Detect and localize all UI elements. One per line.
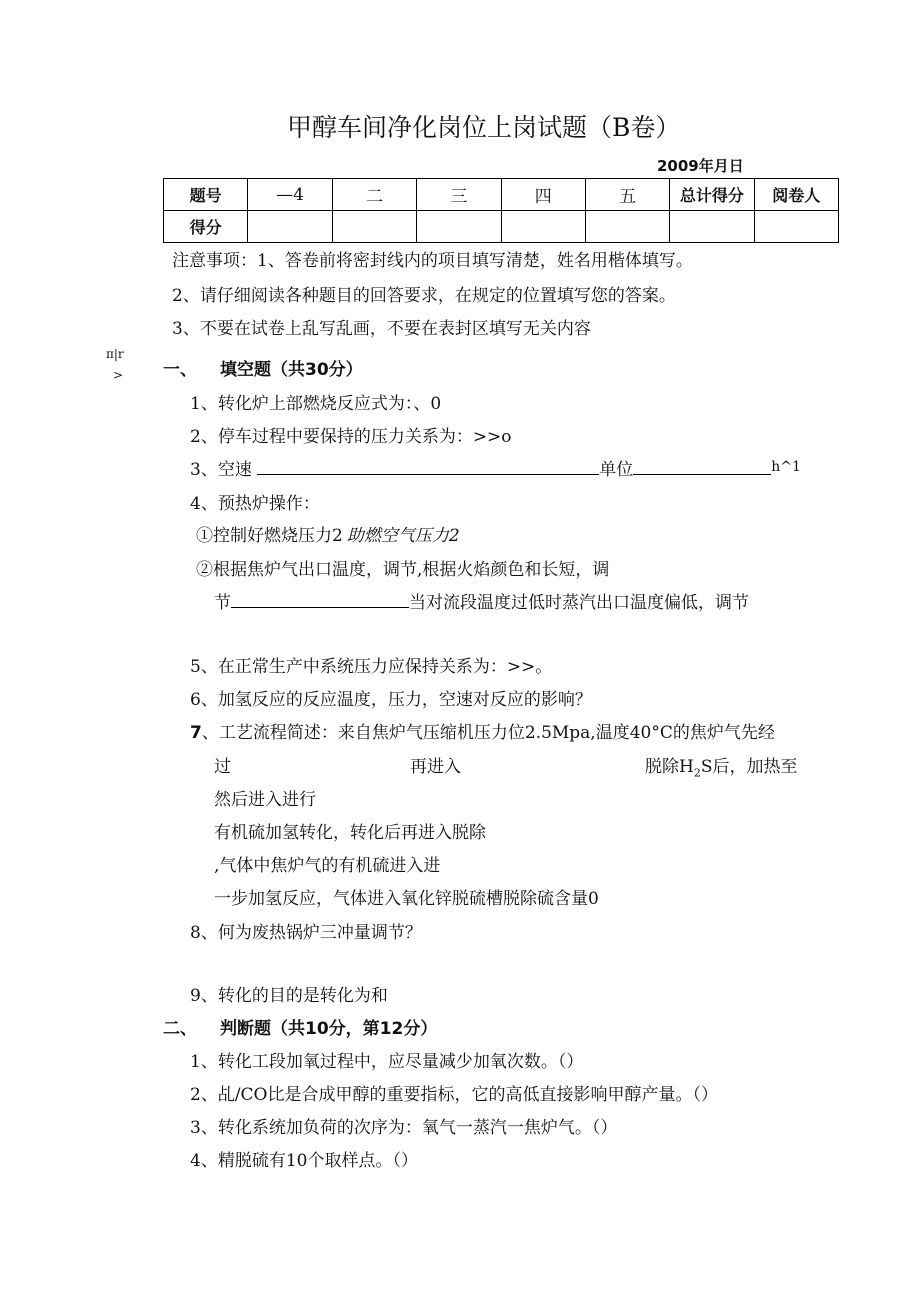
section2-heading: 判断题（共10分，第12分）	[220, 1019, 438, 1039]
question-9: 9、转化的目的是转化为和	[190, 986, 388, 1006]
note-1: 注意事项：1、答卷前将密封线内的项目填写清楚，姓名用楷体填写。	[172, 251, 693, 271]
question-3-unit-label: 单位	[599, 460, 634, 480]
question-7-line-3: 然后进入进行	[214, 790, 316, 810]
question-6: 6、加氢反应的反应温度，压力，空速对反应的影响？	[190, 690, 592, 710]
score-table-row	[164, 211, 839, 243]
score-cell[interactable]	[332, 211, 416, 243]
section1-number: 一、	[163, 360, 197, 380]
note-3: 3、不要在试卷上乱写乱画，不要在表封区填写无关内容	[172, 319, 591, 339]
score-table	[163, 178, 839, 243]
question-7-line-2a: 过	[214, 757, 231, 777]
score-table-header-row	[164, 179, 839, 211]
judgement-item-1: 1、转化工段加氧过程中，应尽量减少加氧次数。（）	[190, 1052, 584, 1072]
score-header-cell: 阅卷人	[754, 179, 838, 211]
question-7-line-5: ,气体中焦炉气的有机硫进入进	[214, 856, 441, 876]
exam-date: 2009年月日	[657, 157, 744, 175]
section2-number: 二、	[163, 1019, 197, 1039]
note-2: 2、请仔细阅读各种题目的回答要求，在规定的位置填写您的答案。	[172, 286, 676, 306]
question-7-line-2c	[645, 752, 797, 779]
question-4-item-3-start: 节	[214, 593, 231, 613]
question-3-label: 3、空速	[190, 460, 252, 480]
score-cell[interactable]	[417, 211, 501, 243]
score-cell[interactable]	[501, 211, 585, 243]
h2s-subscript: 2	[693, 766, 701, 780]
question-7-text: 、工艺流程简述：来自焦炉气压缩机压力位2.5Mpa,温度40°C的焦炉气先经	[201, 723, 775, 743]
judgement-item-4: 4、精脱硫有10个取样点。（）	[190, 1151, 418, 1171]
margin-mark: >	[113, 368, 124, 382]
score-header-cell: 五	[585, 179, 669, 211]
question-7-line-2c-text: 脱除H	[645, 757, 694, 777]
score-header-cell: 二	[332, 179, 416, 211]
section1-heading: 填空题（共30分）	[220, 360, 363, 380]
page-title: 甲醇车间净化岗位上岗试题（B卷）	[287, 113, 681, 142]
question-4-item-1	[196, 521, 460, 546]
answer-blank[interactable]	[633, 458, 771, 475]
score-cell[interactable]	[670, 211, 754, 243]
question-4-item-2: ②根据焦炉气出口温度，调节,根据火焰颜色和长短，调	[196, 560, 610, 580]
score-header-cell: 三	[417, 179, 501, 211]
score-header-cell: 四	[501, 179, 585, 211]
answer-blank[interactable]	[231, 591, 409, 608]
question-3-unit: h^1	[771, 459, 801, 475]
judgement-item-3: 3、转化系统加负荷的次序为：氧气一蒸汽一焦炉气。（）	[190, 1118, 618, 1138]
question-2: 2、停车过程中要保持的压力关系为：>>o	[190, 427, 512, 447]
score-header-cell: 题号	[164, 179, 248, 211]
score-row-label: 得分	[164, 211, 248, 243]
question-3	[190, 455, 801, 480]
question-7-number: 7	[190, 723, 202, 743]
question-4-item-3	[214, 588, 749, 613]
question-7	[190, 718, 775, 743]
question-4-item-1-italic: 助燃空气压力2	[346, 526, 460, 546]
question-7-line-4: 有机硫加氢转化，转化后再进入脱除	[214, 823, 486, 843]
question-5: 5、在正常生产中系统压力应保持关系为：>>。	[190, 657, 553, 677]
score-cell[interactable]	[248, 211, 332, 243]
score-header-cell: 总计得分	[670, 179, 754, 211]
score-cell[interactable]	[754, 211, 838, 243]
question-7-line-2d-text: S后，加热至	[700, 757, 798, 777]
question-7-line-2b: 再进入	[410, 757, 461, 777]
question-4: 4、预热炉操作：	[190, 494, 320, 514]
answer-blank[interactable]	[257, 458, 599, 475]
question-4-item-1-text: ①控制好燃烧压力2	[196, 526, 343, 546]
score-header-cell: —4	[248, 179, 332, 211]
question-7-line-6: 一步加氢反应，气体进入氧化锌脱硫槽脱除硫含量0	[214, 889, 599, 909]
question-8: 8、何为废热锅炉三冲量调节？	[190, 923, 422, 943]
question-4-item-3-rest: 当对流段温度过低时蒸汽出口温度偏低，调节	[409, 593, 749, 613]
score-cell[interactable]	[585, 211, 669, 243]
question-1: 1、转化炉上部燃烧反应式为：、0	[190, 394, 442, 414]
judgement-item-2: 2、乩/CO比是合成甲醇的重要指标，它的高低直接影响甲醇产量。（）	[190, 1085, 718, 1105]
margin-mark: π|r	[106, 347, 124, 361]
